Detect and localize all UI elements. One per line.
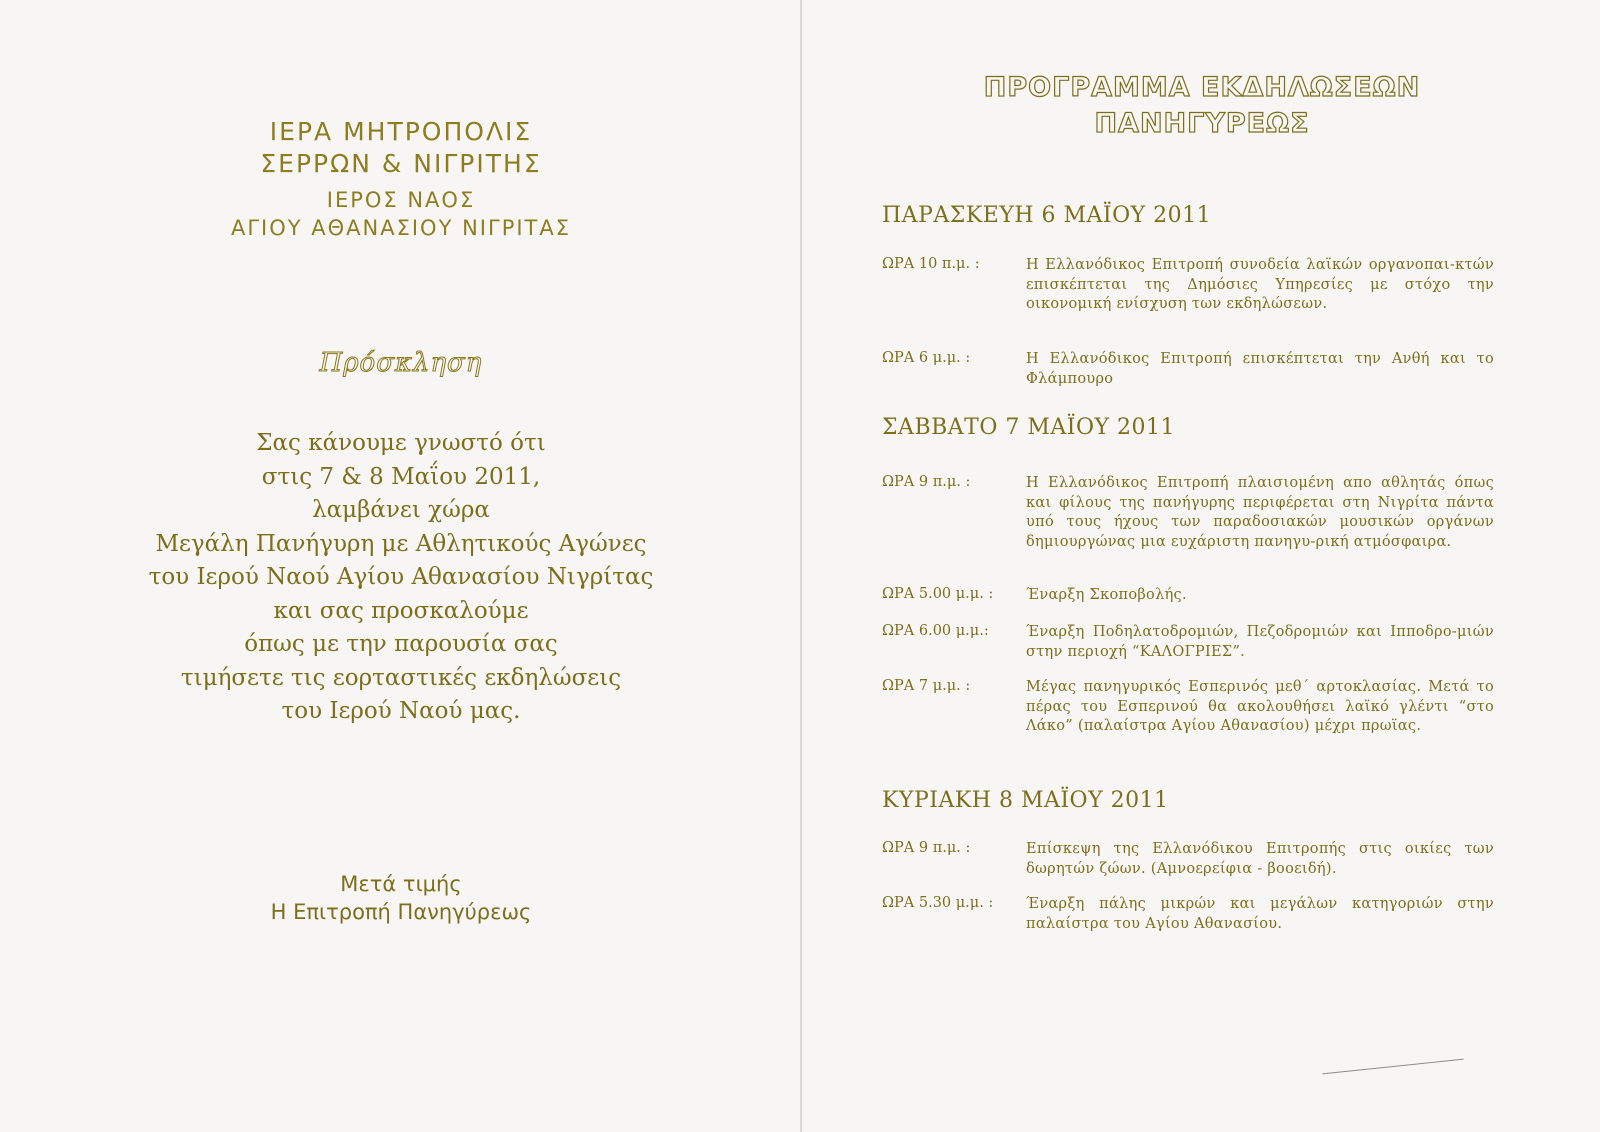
metropolis-heading (0, 116, 802, 180)
temple-line-2: ΑΓΙΟΥ ΑΘΑΝΑΣΙΟΥ ΝΙΓΡΙΤΑΣ (230, 216, 572, 240)
body-line: και σας προσκαλούμε (273, 597, 529, 624)
entry-description: Έναρξη Ποδηλατοδρομιών, Πεζοδρομιών και Ιπποδρο-μιών στην περιοχή “ΚΑΛΟΓΡΙΕΣ”. (1026, 624, 1494, 660)
signature-line-2: Η Επιτροπή Πανηγύρεως (270, 900, 532, 924)
entry-description: Η Ελλανόδικος Επιτροπή επισκέπτεται την Ανθή και το Φλάμπουρο (1026, 351, 1494, 387)
entry-time: ΩΡΑ 7 μ.μ. : (882, 678, 971, 694)
day-heading-friday: ΠΑΡΑΣΚΕΥΗ 6 ΜΑΪΟΥ 2011 (882, 203, 1212, 228)
signature-block (0, 870, 802, 926)
body-line: του Ιερού Ναού μας. (281, 698, 521, 724)
entry-time: ΩΡΑ 9 π.μ. : (882, 474, 971, 490)
entry-time: ΩΡΑ 9 π.μ. : (882, 840, 971, 856)
temple-line-1: ΙΕΡΟΣ ΝΑΟΣ (326, 188, 476, 212)
program-title-line-2: ΠΑΝΗΓΥΡΕΩΣ (1094, 108, 1310, 139)
entry-description: Η Ελλανόδικος Επιτροπή πλαισιομένη απο αθλητάς όπως και φίλους της πανήγυρης περιφέρεται στη Νιγρίτα πάντα υπό τους ήχους των παραδοσιακών μουσικών οργάνων δημιουργώνας μια ευχάριστη πανηγυ-ρική ατμόσφαιρα. (1026, 475, 1494, 550)
program-title-line-1: ΠΡΟΓΡΑΜΜΑ ΕΚΔΗΛΩΣΕΩΝ (983, 72, 1421, 103)
entry-time: ΩΡΑ 5.00 μ.μ. : (882, 586, 994, 602)
entry-time: ΩΡΑ 6.00 μ.μ.: (882, 623, 989, 639)
metropolis-line-1: ΙΕΡΑ ΜΗΤΡΟΠΟΛΙΣ (269, 117, 533, 146)
body-line: του Ιερού Ναού Αγίου Αθανασίου Νιγρίτας (148, 564, 654, 590)
metropolis-line-2: ΣΕΡΡΩΝ & ΝΙΓΡΙΤΗΣ (260, 149, 542, 178)
body-line: λαμβάνει χώρα (312, 497, 490, 523)
temple-heading (0, 186, 802, 242)
entry-time: ΩΡΑ 6 μ.μ. : (882, 350, 971, 366)
entry-time: ΩΡΑ 5.30 μ.μ. : (882, 895, 994, 911)
body-line: στις 7 & 8 Μαΐου 2011, (261, 463, 541, 490)
body-line: Σας κάνουμε γνωστό ότι (256, 430, 546, 456)
entry-description: Έναρξη Σκοποβολής. (1026, 587, 1187, 603)
entry-description: Η Ελλανόδικος Επιτροπή συνοδεία λαϊκών οργανοπαι-κτών επισκέπτεται της Δημόσιες Υπηρεσίες με στόχο την οικονομική ενίσχυση των εκδηλώσεων. (1026, 257, 1494, 312)
signature-line-1: Μετά τιμής (340, 872, 462, 896)
entry-description: Επίσκεψη της Ελλανόδικου Επιτροπής στις οικίες των δωρητών ζώων. (Αμνοερείφια - βοοειδή). (1026, 841, 1494, 877)
day-heading-saturday: ΣΑΒΒΑΤΟ 7 ΜΑΪΟΥ 2011 (882, 415, 1176, 440)
body-line: Μεγάλη Πανήγυρη με Αθλητικούς Αγώνες (155, 530, 647, 557)
entry-time: ΩΡΑ 10 π.μ. : (882, 256, 980, 272)
entry-description: Μέγας πανηγυρικός Εσπερινός μεθ΄ αρτοκλασίας. Μετά το πέρας του Εσπερινού θα ακολουθήσει λαϊκό γλέντι “στο Λάκο” (παλαίστρα Αγίου Αθανασίου) μέχρι πρωϊας. (1026, 679, 1494, 734)
day-heading-sunday: ΚΥΡΙΑΚΗ 8 ΜΑΪΟΥ 2011 (882, 788, 1169, 813)
entry-description: Έναρξη πάλης μικρών και μεγάλων κατηγοριών στην παλαίστρα του Αγίου Αθανασίου. (1026, 896, 1494, 932)
program-page (804, 0, 1600, 1132)
invitation-title: Πρόσκληση (319, 348, 483, 378)
body-line: όπως με την παρουσία σας (244, 631, 558, 657)
invitation-body (0, 427, 802, 729)
body-line: τιμήσετε τις εορταστικές εκδηλώσεις (180, 664, 622, 691)
